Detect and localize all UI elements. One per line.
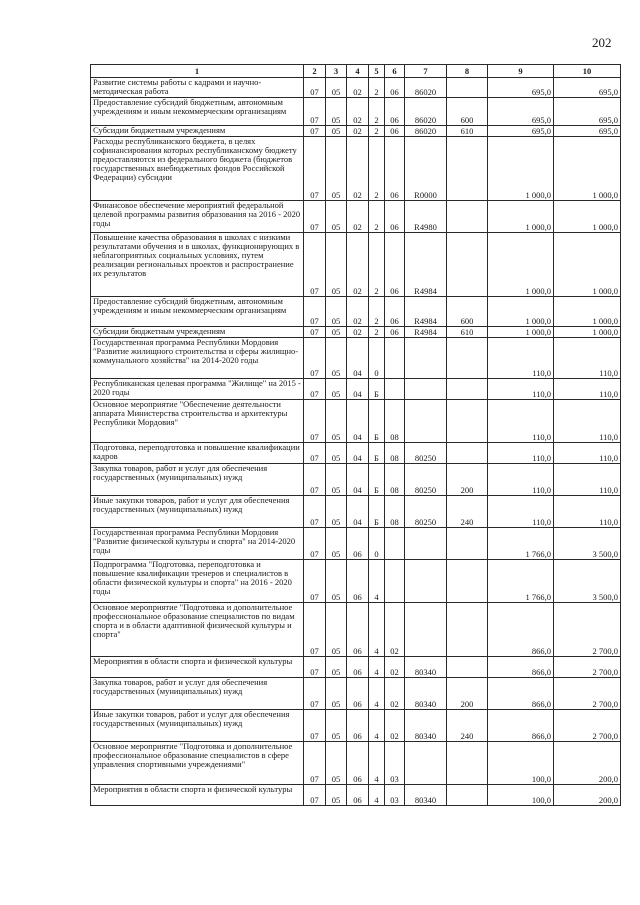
row-value-cell: 110,0 (554, 400, 621, 443)
row-value-cell: 06 (385, 297, 405, 327)
row-value-cell: 07 (304, 233, 326, 297)
row-value-cell: 05 (326, 603, 347, 657)
row-value-cell: 05 (326, 233, 347, 297)
budget-table (90, 64, 621, 806)
row-value-cell (447, 137, 488, 201)
row-value-cell: 07 (304, 710, 326, 742)
table-row (91, 443, 621, 464)
row-value-cell: 07 (304, 528, 326, 560)
row-name-cell: Расходы республиканского бюджета, в целях софинансирования которых республиканскому бюджету предоставляются из федерального бюджета (бюджетов государственных внебюджетных фондов Российской Федерации) субсидии (91, 137, 304, 201)
row-value-cell: 866,0 (488, 678, 554, 710)
table-row (91, 785, 621, 806)
row-value-cell: 1 766,0 (488, 528, 554, 560)
row-value-cell: 02 (385, 657, 405, 678)
row-value-cell: 0 (369, 338, 385, 379)
row-value-cell: 07 (304, 785, 326, 806)
row-name-cell: Субсидии бюджетным учреждениям (91, 126, 304, 137)
table-row (91, 603, 621, 657)
row-value-cell: 240 (447, 710, 488, 742)
row-value-cell (447, 603, 488, 657)
table-row (91, 657, 621, 678)
row-value-cell: 05 (326, 400, 347, 443)
row-value-cell: R4984 (405, 233, 447, 297)
row-value-cell: 86020 (405, 78, 447, 98)
row-value-cell: 06 (385, 137, 405, 201)
table-header-row (91, 65, 621, 78)
row-value-cell: 06 (347, 603, 369, 657)
row-value-cell: 05 (326, 678, 347, 710)
row-value-cell: 695,0 (488, 78, 554, 98)
row-value-cell: 07 (304, 678, 326, 710)
row-value-cell (385, 338, 405, 379)
row-value-cell: 07 (304, 137, 326, 201)
row-value-cell: 2 700,0 (554, 678, 621, 710)
row-value-cell (447, 233, 488, 297)
row-value-cell: 06 (347, 560, 369, 603)
row-value-cell: R4980 (405, 201, 447, 233)
page-number: 202 (592, 35, 612, 50)
row-value-cell (405, 379, 447, 400)
row-value-cell: 05 (326, 464, 347, 496)
row-value-cell (447, 528, 488, 560)
row-value-cell: Б (369, 464, 385, 496)
row-value-cell: 600 (447, 297, 488, 327)
row-value-cell: 05 (326, 710, 347, 742)
row-value-cell: 4 (369, 678, 385, 710)
row-value-cell (405, 603, 447, 657)
row-value-cell (405, 400, 447, 443)
row-value-cell (447, 201, 488, 233)
row-value-cell: 1 000,0 (488, 233, 554, 297)
row-value-cell: 02 (347, 327, 369, 338)
row-name-cell: Закупка товаров, работ и услуг для обеспечения государственных (муниципальных) нужд (91, 464, 304, 496)
row-value-cell: 04 (347, 338, 369, 379)
row-value-cell: 05 (326, 379, 347, 400)
row-value-cell (385, 528, 405, 560)
row-name-cell: Предоставление субсидий бюджетным, автономным учреждениям и иным некоммерческим организациям (91, 98, 304, 126)
row-name-cell: Субсидии бюджетным учреждениям (91, 327, 304, 338)
table-row (91, 201, 621, 233)
row-value-cell: 07 (304, 379, 326, 400)
row-name-cell: Мероприятия в области спорта и физической культуры (91, 785, 304, 806)
column-header: 3 (326, 65, 347, 78)
row-value-cell: 2 (369, 201, 385, 233)
row-value-cell: 4 (369, 785, 385, 806)
row-value-cell: Б (369, 400, 385, 443)
table-row (91, 98, 621, 126)
row-value-cell: 06 (385, 201, 405, 233)
row-value-cell: 110,0 (488, 496, 554, 528)
row-value-cell: 1 000,0 (554, 297, 621, 327)
row-value-cell (385, 560, 405, 603)
row-value-cell: 06 (347, 528, 369, 560)
row-value-cell: 695,0 (554, 126, 621, 137)
row-value-cell: 110,0 (554, 496, 621, 528)
row-value-cell: 05 (326, 742, 347, 785)
row-value-cell (447, 338, 488, 379)
table-row (91, 327, 621, 338)
row-value-cell: 07 (304, 742, 326, 785)
row-value-cell: 08 (385, 400, 405, 443)
row-value-cell: 06 (385, 98, 405, 126)
row-value-cell: 08 (385, 443, 405, 464)
table-row (91, 233, 621, 297)
table-row (91, 528, 621, 560)
row-value-cell: 110,0 (554, 338, 621, 379)
row-name-cell: Иные закупки товаров, работ и услуг для обеспечения государственных (муниципальных) нужд (91, 496, 304, 528)
row-value-cell: 110,0 (554, 379, 621, 400)
column-header: 7 (405, 65, 447, 78)
row-value-cell: 200,0 (554, 742, 621, 785)
row-value-cell: 02 (347, 201, 369, 233)
row-value-cell (447, 742, 488, 785)
row-value-cell: 05 (326, 496, 347, 528)
row-value-cell (447, 379, 488, 400)
row-value-cell (447, 785, 488, 806)
row-value-cell: 02 (347, 233, 369, 297)
row-value-cell: 4 (369, 742, 385, 785)
row-value-cell: 2 (369, 297, 385, 327)
row-value-cell: 1 000,0 (488, 137, 554, 201)
row-value-cell: 05 (326, 443, 347, 464)
row-value-cell: 2 700,0 (554, 657, 621, 678)
row-value-cell: 02 (385, 678, 405, 710)
row-name-cell: Иные закупки товаров, работ и услуг для обеспечения государственных (муниципальных) нужд (91, 710, 304, 742)
row-value-cell: 07 (304, 400, 326, 443)
table-row (91, 560, 621, 603)
column-header: 6 (385, 65, 405, 78)
column-header: 4 (347, 65, 369, 78)
row-value-cell: 06 (385, 233, 405, 297)
row-value-cell: 05 (326, 78, 347, 98)
row-value-cell: 4 (369, 603, 385, 657)
row-value-cell: 1 000,0 (488, 201, 554, 233)
table-row (91, 379, 621, 400)
row-name-cell: Основное мероприятие "Обеспечение деятельности аппарата Министерства строительства и архитектуры Республики Мордовия" (91, 400, 304, 443)
row-value-cell: 07 (304, 78, 326, 98)
row-value-cell: 80250 (405, 443, 447, 464)
row-value-cell: 2 (369, 233, 385, 297)
row-value-cell: 05 (326, 137, 347, 201)
row-value-cell: 08 (385, 496, 405, 528)
row-value-cell: 2 700,0 (554, 603, 621, 657)
row-value-cell: 1 000,0 (554, 233, 621, 297)
row-value-cell: 610 (447, 126, 488, 137)
row-value-cell: 110,0 (488, 338, 554, 379)
row-value-cell: 07 (304, 560, 326, 603)
row-value-cell (405, 338, 447, 379)
row-value-cell: 05 (326, 657, 347, 678)
row-value-cell: 110,0 (554, 443, 621, 464)
row-value-cell: 695,0 (554, 78, 621, 98)
row-value-cell: 02 (385, 603, 405, 657)
row-value-cell: 0 (369, 528, 385, 560)
row-value-cell (405, 560, 447, 603)
row-value-cell: 06 (347, 785, 369, 806)
row-value-cell: 05 (326, 327, 347, 338)
row-value-cell: 07 (304, 201, 326, 233)
row-value-cell: 02 (347, 126, 369, 137)
row-value-cell: 86020 (405, 98, 447, 126)
row-name-cell: Государственная программа Республики Мордовия "Развитие физической культуры и спорта" на 2014-2020 годы (91, 528, 304, 560)
row-value-cell: 07 (304, 464, 326, 496)
row-name-cell: Предоставление субсидий бюджетным, автономным учреждениям и иным некоммерческим организациям (91, 297, 304, 327)
row-value-cell: 05 (326, 297, 347, 327)
row-value-cell: 600 (447, 98, 488, 126)
row-value-cell: 100,0 (488, 742, 554, 785)
table-row (91, 400, 621, 443)
row-value-cell: 1 000,0 (554, 327, 621, 338)
row-value-cell: 06 (385, 78, 405, 98)
row-value-cell: 05 (326, 528, 347, 560)
row-value-cell: 2 (369, 137, 385, 201)
row-value-cell: 06 (385, 327, 405, 338)
row-value-cell: 110,0 (488, 464, 554, 496)
row-value-cell: 07 (304, 657, 326, 678)
column-header: 9 (488, 65, 554, 78)
row-value-cell: 1 000,0 (488, 327, 554, 338)
row-name-cell: Мероприятия в области спорта и физической культуры (91, 657, 304, 678)
row-value-cell: 04 (347, 464, 369, 496)
row-value-cell: 03 (385, 785, 405, 806)
row-value-cell: 110,0 (488, 400, 554, 443)
column-header: 1 (91, 65, 304, 78)
row-value-cell: 4 (369, 710, 385, 742)
row-value-cell: Б (369, 379, 385, 400)
row-value-cell: 07 (304, 327, 326, 338)
row-value-cell: 06 (385, 126, 405, 137)
row-value-cell: 2 (369, 78, 385, 98)
row-value-cell: 04 (347, 379, 369, 400)
row-value-cell: 02 (347, 98, 369, 126)
column-header: 5 (369, 65, 385, 78)
row-value-cell: 2 700,0 (554, 710, 621, 742)
row-value-cell: 05 (326, 98, 347, 126)
row-value-cell: 06 (347, 657, 369, 678)
row-value-cell: Б (369, 496, 385, 528)
row-value-cell: 80340 (405, 785, 447, 806)
row-value-cell: 2 (369, 327, 385, 338)
row-value-cell: 06 (347, 710, 369, 742)
row-value-cell: 07 (304, 126, 326, 137)
row-value-cell (447, 78, 488, 98)
row-name-cell: Закупка товаров, работ и услуг для обеспечения государственных (муниципальных) нужд (91, 678, 304, 710)
row-value-cell: 2 (369, 98, 385, 126)
row-value-cell: 866,0 (488, 657, 554, 678)
row-value-cell: 86020 (405, 126, 447, 137)
row-name-cell: Финансовое обеспечение мероприятий федеральной целевой программы развития образования на 2016 - 2020 годы (91, 201, 304, 233)
row-value-cell: R0000 (405, 137, 447, 201)
row-value-cell: 610 (447, 327, 488, 338)
table-row (91, 678, 621, 710)
table-row (91, 338, 621, 379)
row-value-cell: 07 (304, 496, 326, 528)
row-name-cell: Основное мероприятие "Подготовка и дополнительное профессиональное образование специалистов в сфере управления спортивными учреждениями" (91, 742, 304, 785)
row-value-cell: 2 (369, 126, 385, 137)
row-value-cell: 240 (447, 496, 488, 528)
table-row (91, 496, 621, 528)
row-value-cell: Б (369, 443, 385, 464)
table-row (91, 78, 621, 98)
row-value-cell: 1 000,0 (554, 201, 621, 233)
row-value-cell: 04 (347, 400, 369, 443)
row-value-cell: 4 (369, 560, 385, 603)
row-value-cell: 80250 (405, 464, 447, 496)
row-value-cell: 695,0 (488, 126, 554, 137)
row-value-cell: 07 (304, 338, 326, 379)
row-value-cell: 200 (447, 464, 488, 496)
row-name-cell: Республиканская целевая программа "Жилище" на 2015 - 2020 годы (91, 379, 304, 400)
row-value-cell: 04 (347, 443, 369, 464)
row-value-cell: 1 000,0 (554, 137, 621, 201)
row-value-cell: 866,0 (488, 603, 554, 657)
row-value-cell: 05 (326, 338, 347, 379)
table-row (91, 742, 621, 785)
table-row (91, 710, 621, 742)
row-value-cell (405, 528, 447, 560)
row-value-cell: 3 500,0 (554, 560, 621, 603)
row-value-cell: 80250 (405, 496, 447, 528)
row-value-cell: 04 (347, 496, 369, 528)
row-name-cell: Подготовка, переподготовка и повышение квалификации кадров (91, 443, 304, 464)
row-value-cell (447, 657, 488, 678)
row-value-cell: 06 (347, 678, 369, 710)
table-row (91, 137, 621, 201)
row-value-cell: 80340 (405, 710, 447, 742)
row-value-cell: 05 (326, 785, 347, 806)
row-value-cell: 1 766,0 (488, 560, 554, 603)
row-value-cell: 4 (369, 657, 385, 678)
row-value-cell: 07 (304, 443, 326, 464)
row-value-cell (447, 443, 488, 464)
row-value-cell (405, 742, 447, 785)
row-value-cell (385, 379, 405, 400)
row-name-cell: Подпрограмма "Подготовка, переподготовка и повышение квалификации тренеров и специалистов в области физической культуры и спорта" на 2016 - 2020 годы (91, 560, 304, 603)
row-value-cell: 05 (326, 201, 347, 233)
table-row (91, 126, 621, 137)
row-name-cell: Повышение качества образования в школах с низкими результатами обучения и в школах, функционирующих в неблагоприятных социальных условиях, путем реализации региональных проектов и распространение их результатов (91, 233, 304, 297)
row-value-cell (447, 560, 488, 603)
column-header: 2 (304, 65, 326, 78)
row-value-cell: R4984 (405, 327, 447, 338)
row-value-cell: 03 (385, 742, 405, 785)
row-value-cell: 110,0 (488, 379, 554, 400)
row-value-cell: 80340 (405, 657, 447, 678)
table-row (91, 464, 621, 496)
row-value-cell: 110,0 (488, 443, 554, 464)
row-name-cell: Государственная программа Республики Мордовия "Развитие жилищного строительства и сферы жилищно-коммунального хозяйства" на 2014-2020 годы (91, 338, 304, 379)
table-row (91, 297, 621, 327)
row-value-cell: 3 500,0 (554, 528, 621, 560)
row-value-cell: 07 (304, 297, 326, 327)
row-value-cell: 1 000,0 (488, 297, 554, 327)
column-header: 8 (447, 65, 488, 78)
row-value-cell (447, 400, 488, 443)
row-value-cell: 02 (347, 137, 369, 201)
row-value-cell: 100,0 (488, 785, 554, 806)
row-value-cell: 02 (385, 710, 405, 742)
row-name-cell: Развитие системы работы с кадрами и научно-методическая работа (91, 78, 304, 98)
row-value-cell: 02 (347, 78, 369, 98)
row-value-cell: 110,0 (554, 464, 621, 496)
row-value-cell: 07 (304, 98, 326, 126)
row-value-cell: 200 (447, 678, 488, 710)
row-value-cell: 02 (347, 297, 369, 327)
column-header: 10 (554, 65, 621, 78)
row-value-cell: 08 (385, 464, 405, 496)
row-value-cell: 695,0 (488, 98, 554, 126)
row-name-cell: Основное мероприятие "Подготовка и дополнительное профессиональное образование специалистов по видам спорта и в области адаптивной физической культуры и спорта" (91, 603, 304, 657)
row-value-cell: 200,0 (554, 785, 621, 806)
row-value-cell: 695,0 (554, 98, 621, 126)
row-value-cell: 06 (347, 742, 369, 785)
row-value-cell: 866,0 (488, 710, 554, 742)
row-value-cell: 05 (326, 126, 347, 137)
row-value-cell: 07 (304, 603, 326, 657)
row-value-cell: R4984 (405, 297, 447, 327)
row-value-cell: 80340 (405, 678, 447, 710)
row-value-cell: 05 (326, 560, 347, 603)
